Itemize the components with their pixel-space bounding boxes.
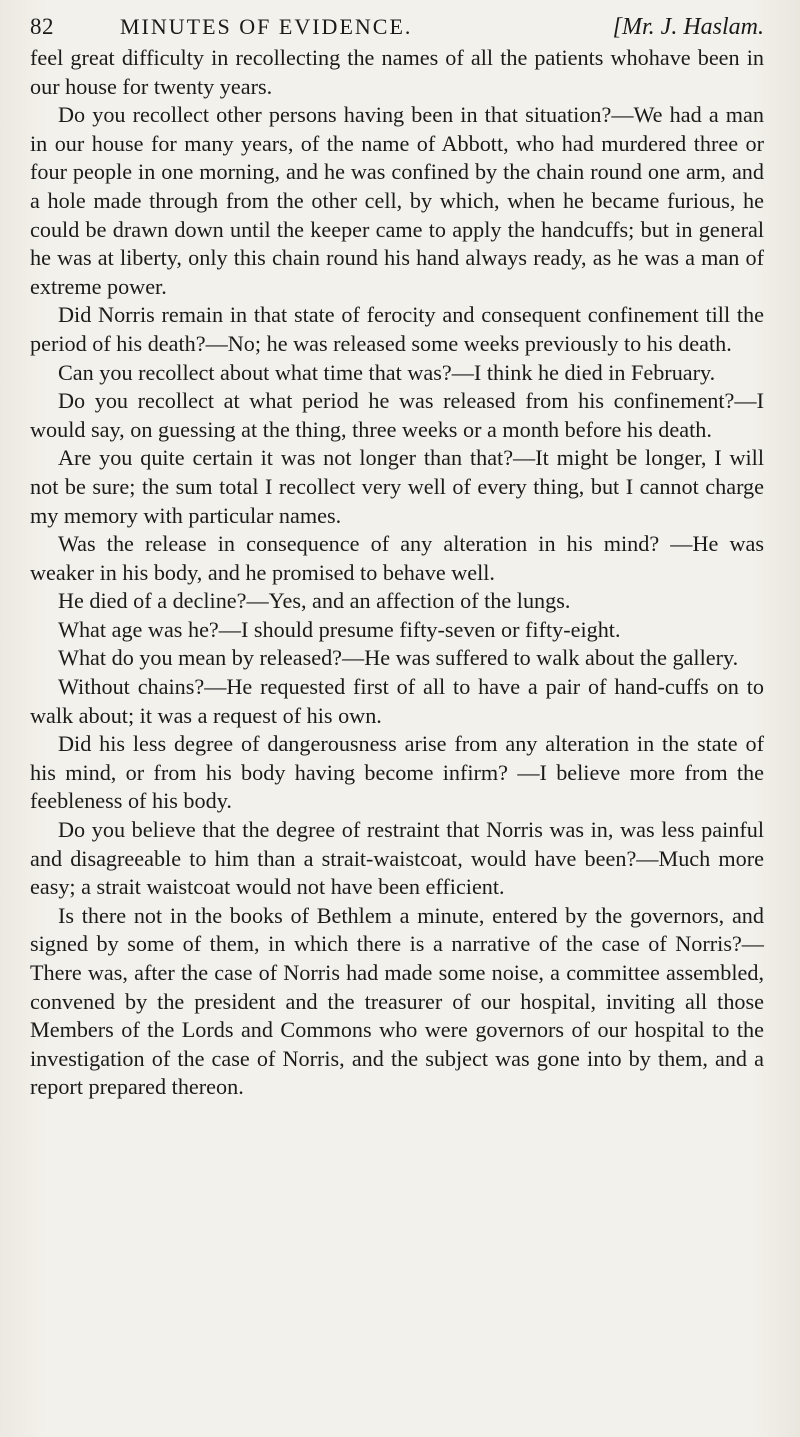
page-number: 82 xyxy=(30,14,54,39)
paragraph: Do you recollect at what period he was released from his confinement?—I would say, on guessing at the thing, three weeks or a month before his death. xyxy=(30,388,764,442)
paragraph: Do you believe that the degree of restraint that Norris was in, was less painful and disagreeable to him than a strait-waistcoat, would have been?—Much more easy; a strait waistcoat would not have been efficient. xyxy=(30,817,764,900)
running-head-witness: [Mr. J. Haslam. xyxy=(612,14,764,40)
paragraph: Without chains?—He requested first of all to have a pair of hand-cuffs on to walk about; it was a request of his own. xyxy=(30,674,764,728)
paragraph: Do you recollect other persons having been in that situation?—We had a man in our house for many years, of the name of Abbott, who had murdered three or four people in one morning, and he was confined by the chain round one arm, and a hole made through from the other cell, by which, when he became furious, he could be drawn down until the keeper came to apply the handcuffs; but in general he was at liberty, only this chain round his hand always ready, as he was a man of extreme power. xyxy=(30,102,764,299)
running-head xyxy=(30,10,764,44)
paragraph-continued: feel great difficulty in recollecting the names of all the patients whohave been in our house for twenty years. xyxy=(30,45,764,99)
running-head-title: MINUTES OF EVIDENCE. xyxy=(120,14,413,39)
paragraph: Are you quite certain it was not longer than that?—It might be longer, I will not be sure; the sum total I recollect very well of every thing, but I cannot charge my memory with particular names. xyxy=(30,445,764,528)
paragraph: What age was he?—I should presume fifty-seven or fifty-eight. xyxy=(58,616,621,642)
paragraph: Can you recollect about what time that was?—I think he died in February. xyxy=(58,359,716,385)
paragraph: Is there not in the books of Bethlem a minute, entered by the governors, and signed by some of them, in which there is a narrative of the case of Norris?—There was, after the case of Norris had made some noise, a committee assembled, convened by the president and the treasurer of our hospital, inviting all those Members of the Lords and Commons who were governors of our hospital to the investigation of the case of Norris, and the subject was gone into by them, and a report prepared thereon. xyxy=(30,902,764,1100)
paragraph: What do you mean by released?—He was suffered to walk about the gallery. xyxy=(58,645,739,671)
paragraph: Did his less degree of dangerousness arise from any alteration in the state of his mind, or from his body having become infirm? —I believe more from the feebleness of his body. xyxy=(30,731,764,814)
paragraph: He died of a decline?—Yes, and an affection of the lungs. xyxy=(58,588,571,614)
testimony-text xyxy=(30,44,764,1102)
paragraph: Was the release in consequence of any alteration in his mind? —He was weaker in his body, and he promised to behave well. xyxy=(30,531,764,585)
paragraph: Did Norris remain in that state of ferocity and consequent confinement till the period of his death?—No; he was released some weeks previously to his death. xyxy=(30,302,764,356)
